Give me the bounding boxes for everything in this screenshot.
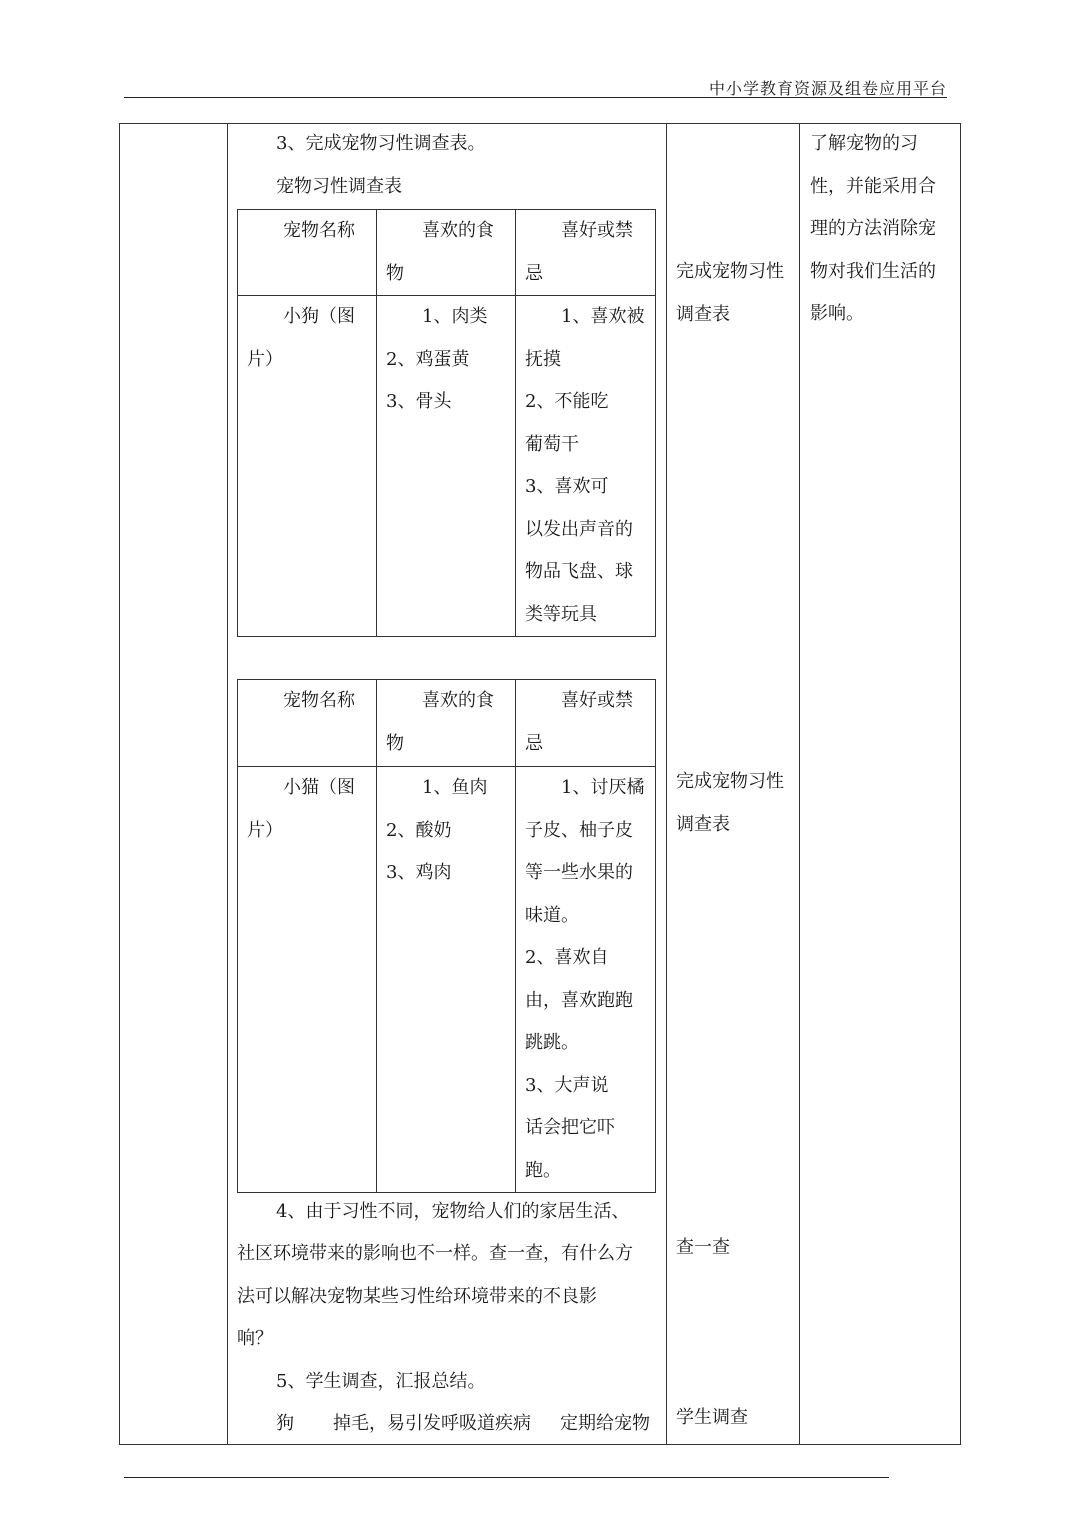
cell-dog-habits: 1、喜欢被 抚摸 2、不能吃 葡萄干 3、喜欢可 以发出声音的 物品飞盘、球 类等玩具: [525, 306, 645, 625]
table-title: 宠物习性调查表: [276, 176, 402, 197]
cell-cat-habits: 1、讨厌橘 子皮、柚子皮 等一些水果的 味道。 2、喜欢自 由，喜欢跑跑 跳跳。 3、大声说 话会把它吓 跑。: [525, 777, 645, 1181]
summary-fix: 定期给宠物: [560, 1413, 650, 1434]
step-4-line-2: 社区环境带来的影响也不一样。查一查，有什么方: [237, 1243, 633, 1264]
summary-issue: 掉毛，易引发呼吸道疾病: [333, 1413, 531, 1434]
summary-pet: 狗: [276, 1413, 294, 1434]
header-pet-name: 宠物名称: [283, 220, 355, 241]
column-divider: [799, 124, 800, 1444]
activity-student-survey: 学生调查: [676, 1407, 748, 1428]
step-4-line-3: 法可以解决宠物某些习性给环境带来的不良影: [237, 1286, 597, 1307]
column-divider: [666, 124, 667, 1444]
cell-pet-cat: 小猫（图 片）: [247, 777, 355, 841]
column-divider: [227, 124, 228, 1444]
cell-dog-food: 1、肉类 2、鸡蛋黄 3、骨头: [386, 306, 488, 412]
footer-rule: [124, 1477, 889, 1478]
header-rule: [124, 97, 947, 98]
cell-pet-dog: 小狗（图 片）: [247, 306, 355, 370]
header-favorite-food: 喜欢的食 物: [386, 690, 494, 754]
pet-habit-table-cat: [237, 679, 656, 1193]
cell-cat-food: 1、鱼肉 2、酸奶 3、鸡肉: [386, 777, 488, 883]
goal-text: 了解宠物的习 性，并能采用合 理的方法消除宠 物对我们生活的 影响。: [810, 133, 936, 324]
step-5: 5、学生调查，汇报总结。: [276, 1371, 486, 1392]
header-likes-taboos: 喜好或禁 忌: [525, 220, 633, 284]
header-pet-name: 宠物名称: [283, 690, 355, 711]
header-favorite-food: 喜欢的食 物: [386, 220, 494, 284]
step-3: 3、完成宠物习性调查表。: [276, 133, 486, 154]
step-4-line-4: 响？: [237, 1328, 273, 1349]
activity-complete-table-2: 完成宠物习性 调查表: [676, 771, 784, 835]
activity-complete-table-1: 完成宠物习性 调查表: [676, 261, 784, 325]
pet-habit-table-dog: [237, 209, 656, 637]
activity-look-it-up: 查一查: [676, 1237, 730, 1258]
step-4-line-1: 4、由于习性不同，宠物给人们的家居生活、: [276, 1201, 630, 1222]
header-likes-taboos: 喜好或禁 忌: [525, 690, 633, 754]
page-header: 中小学教育资源及组卷应用平台: [708, 79, 947, 98]
